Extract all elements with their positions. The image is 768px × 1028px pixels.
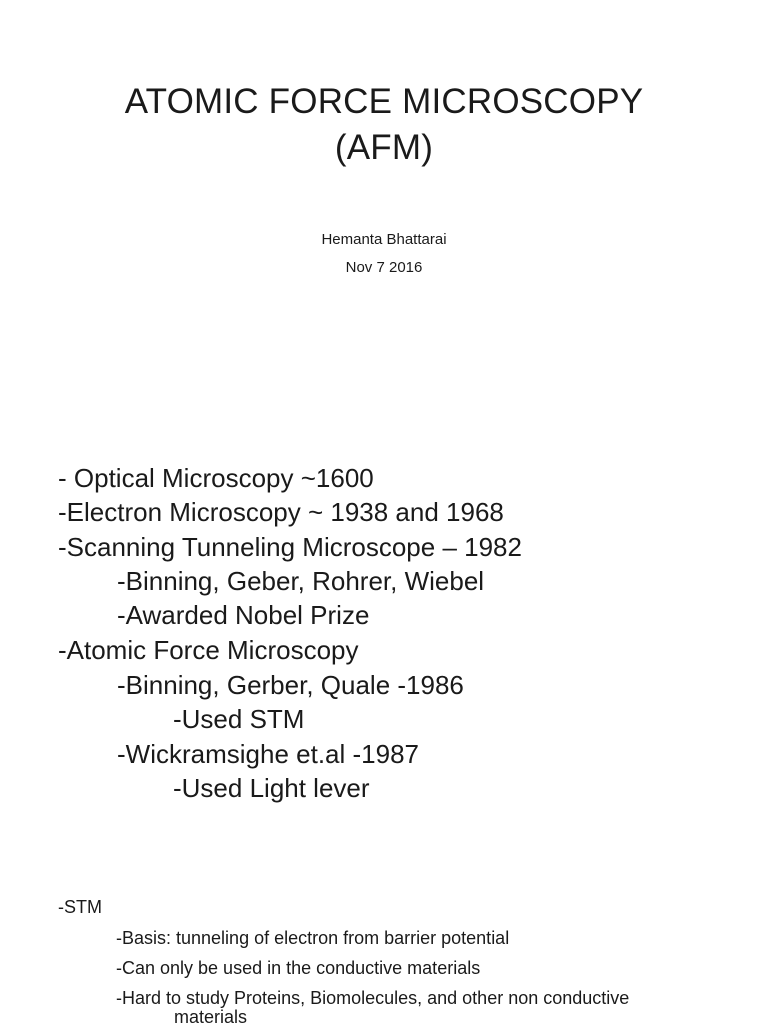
sub-bullet-item: -Awarded Nobel Prize (117, 600, 370, 630)
sub-bullet-item: -Basis: tunneling of electron from barrier potential (116, 928, 510, 948)
sub-bullet-item: -Can only be used in the conductive materials (116, 958, 481, 978)
sub-bullet-item: -Wickramsighe et.al -1987 (117, 739, 419, 769)
presentation-date: Nov 7 2016 (345, 259, 423, 276)
history-slide (0, 430, 768, 860)
sub-bullet-item: -Binning, Geber, Rohrer, Wiebel (117, 566, 485, 596)
bullet-item: - Optical Microscopy ~1600 (58, 463, 374, 493)
sub-sub-bullet-item: -Used STM (173, 704, 305, 734)
title-line-2: (AFM) (334, 128, 434, 167)
sub-bullet-item: -Binning, Gerber, Quale -1986 (117, 670, 464, 700)
bullet-item: -Scanning Tunneling Microscope – 1982 (58, 532, 522, 562)
bullet-item: -Atomic Force Microscopy (58, 635, 359, 665)
bullet-item: -Electron Microscopy ~ 1938 and 1968 (58, 497, 504, 527)
author-name: Hemanta Bhattarai (321, 231, 447, 248)
title-line-1: ATOMIC FORCE MICROSCOPY (124, 82, 644, 121)
stm-slide (0, 860, 768, 1027)
sub-sub-bullet-item: -Used Light lever (173, 773, 370, 803)
bullet-item: -STM (58, 897, 102, 917)
sub-bullet-item: -Hard to study Proteins, Biomolecules, and other non conductive (116, 988, 630, 1008)
sub-bullet-item-continuation: materials (174, 1007, 248, 1027)
title-slide (0, 0, 768, 430)
